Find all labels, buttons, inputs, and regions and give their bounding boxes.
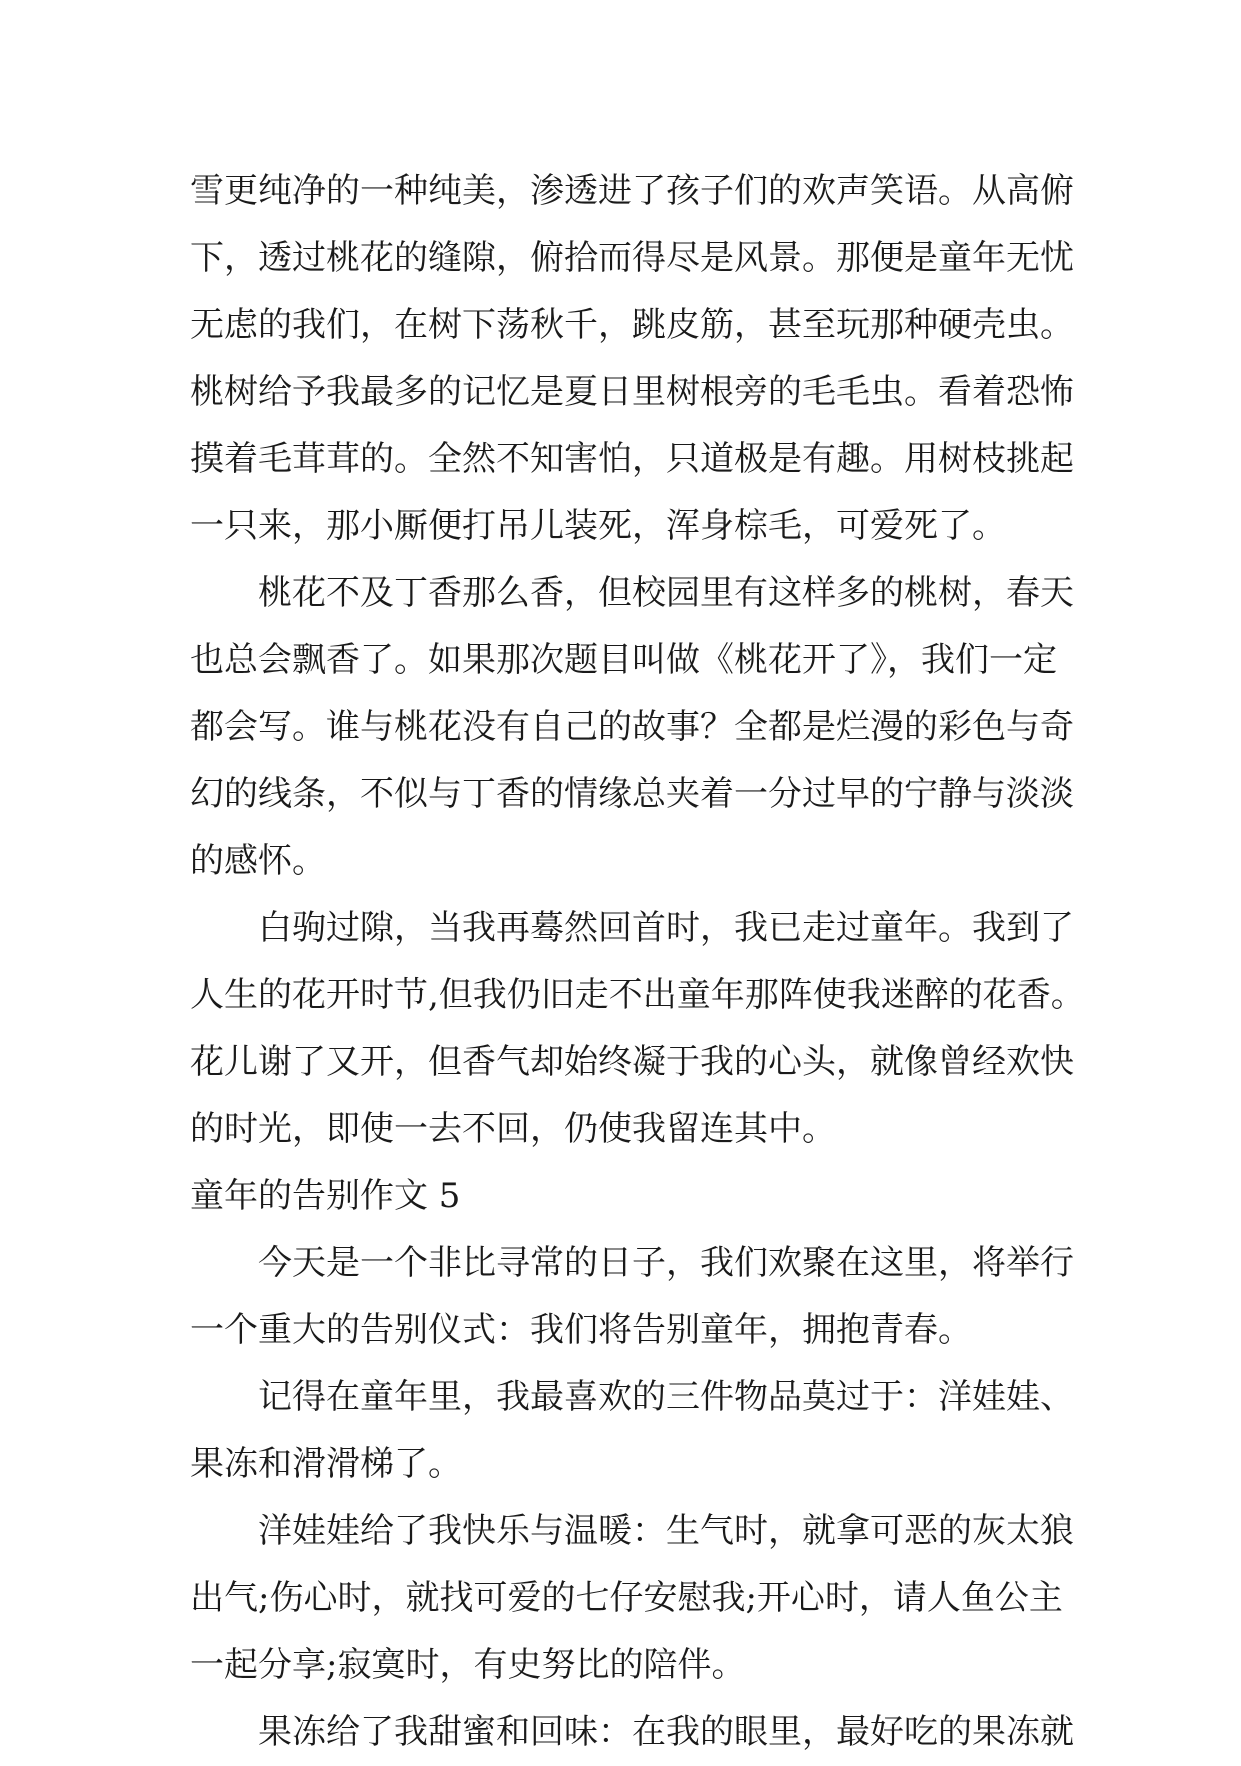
text-line-23: 一起分享;寂寞时，有史努比的陪伴。 — [190, 1645, 746, 1685]
text-line-11: 的感怀。 — [190, 841, 326, 881]
paragraph-start-line-17: 今天是一个非比寻常的日子，我们欢聚在这里，将举行 — [258, 1243, 1074, 1283]
text-line-9: 都会写。谁与桃花没有自己的故事？全都是烂漫的彩色与奇 — [190, 707, 1074, 747]
text-line-2: 下，透过桃花的缝隙，俯拾而得尽是风景。那便是童年无忧 — [190, 238, 1074, 278]
text-line-3: 无虑的我们，在树下荡秋千，跳皮筋，甚至玩那种硬壳虫。 — [190, 305, 1074, 345]
paragraph-start-line-24: 果冻给了我甜蜜和回味：在我的眼里，最好吃的果冻就 — [258, 1712, 1074, 1752]
text-line-18: 一个重大的告别仪式：我们将告别童年，拥抱青春。 — [190, 1310, 972, 1350]
text-line-8: 也总会飘香了。如果那次题目叫做《桃花开了》，我们一定 — [190, 640, 1057, 680]
text-line-20: 果冻和滑滑梯了。 — [190, 1444, 462, 1484]
text-line-10: 幻的线条，不似与丁香的情缘总夹着一分过早的宁静与淡淡 — [190, 774, 1074, 814]
document-body — [190, 158, 1085, 1766]
text-line-22: 出气;伤心时，就找可爱的七仔安慰我;开心时，请人鱼公主 — [190, 1578, 1063, 1618]
text-line-15: 的时光，即使一去不回，仍使我留连其中。 — [190, 1109, 836, 1149]
paragraph-start-line-19: 记得在童年里，我最喜欢的三件物品莫过于：洋娃娃、 — [258, 1377, 1074, 1417]
section-heading: 童年的告别作文 5 — [190, 1176, 461, 1216]
text-line-5: 摸着毛茸茸的。全然不知害怕，只道极是有趣。用树枝挑起 — [190, 439, 1074, 479]
text-line-6: 一只来，那小厮便打吊儿装死，浑身棕毛，可爱死了。 — [190, 506, 1006, 546]
text-line-13: 人生的花开时节,但我仍旧走不出童年那阵使我迷醉的花香。 — [190, 975, 1085, 1015]
paragraph-start-line-21: 洋娃娃给了我快乐与温暖：生气时，就拿可恶的灰太狼 — [258, 1511, 1074, 1551]
text-line-4: 桃树给予我最多的记忆是夏日里树根旁的毛毛虫。看着恐怖 — [190, 372, 1074, 412]
text-line-14: 花儿谢了又开，但香气却始终凝于我的心头，就像曾经欢快 — [190, 1042, 1074, 1082]
paragraph-start-line-12: 白驹过隙，当我再蓦然回首时，我已走过童年。我到了 — [258, 908, 1074, 948]
text-line-1: 雪更纯净的一种纯美，渗透进了孩子们的欢声笑语。从高俯 — [190, 171, 1074, 211]
paragraph-start-line-7: 桃花不及丁香那么香，但校园里有这样多的桃树，春天 — [258, 573, 1074, 613]
